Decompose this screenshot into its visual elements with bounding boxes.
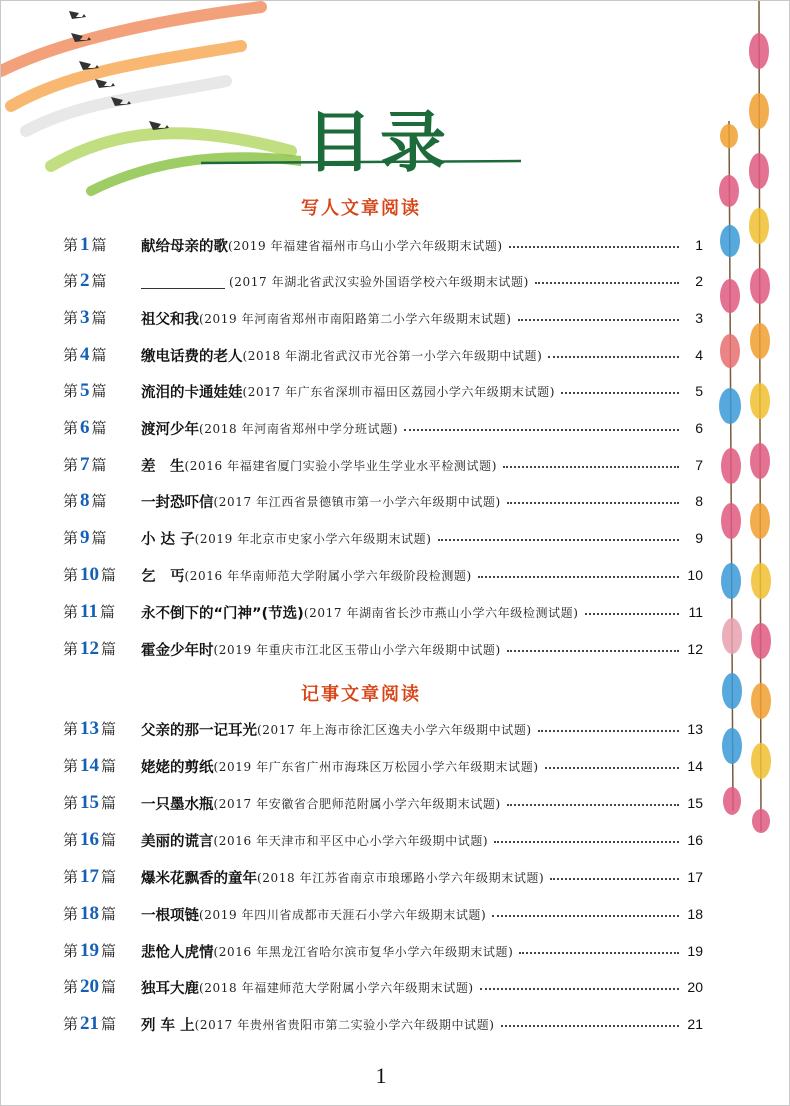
entry-title: 渡河少年 [141, 421, 199, 438]
title-underline [201, 157, 521, 167]
entry-title: 一根项链 [141, 907, 199, 924]
dot-leader [507, 804, 679, 806]
entry-page: 19 [687, 943, 703, 959]
entry-page: 18 [687, 906, 703, 922]
page-number: 1 [375, 1063, 387, 1088]
toc-entry[interactable] [63, 790, 703, 816]
entry-number: 第 20 篇 [63, 976, 117, 997]
toc-entry[interactable] [63, 452, 703, 478]
entry-title: 爆米花飘香的童年 [141, 870, 257, 887]
toc-entry[interactable] [63, 827, 703, 853]
entry-number: 第 4 篇 [63, 344, 107, 365]
entry-number: 第 2 篇 [63, 270, 107, 291]
entry-number: 第 10 篇 [63, 564, 117, 585]
toc-entry[interactable] [63, 562, 703, 588]
toc-entry[interactable] [63, 864, 703, 890]
entry-source: (2017 年湖南省长沙市燕山小学六年级检测试题) [303, 605, 579, 620]
dot-leader [494, 841, 679, 843]
dot-leader [561, 392, 679, 394]
entry-title: 差 生 [141, 458, 185, 475]
entry-number: 第 21 篇 [63, 1013, 117, 1034]
entry-source: (2018 年福建师范大学附属小学六年级期末试题) [199, 980, 474, 995]
dot-leader [545, 767, 679, 769]
toc-entry[interactable] [63, 525, 703, 551]
entry-page: 11 [688, 604, 703, 620]
entry-number: 第 8 篇 [63, 490, 107, 511]
entry-page: 7 [695, 457, 703, 473]
entry-title: 一封恐吓信 [141, 494, 214, 511]
title-blank-line [141, 274, 225, 289]
entry-source: (2018 年湖北省武汉市光谷第一小学六年级期中试题) [242, 348, 543, 363]
entry-source: (2017 年湖北省武汉实验外国语学校六年级期末试题) [229, 274, 529, 289]
toc-entry[interactable] [63, 1011, 703, 1037]
entry-number: 第 12 篇 [63, 638, 117, 659]
entry-title: 独耳大鹿 [141, 980, 199, 997]
entry-number: 第 6 篇 [63, 417, 107, 438]
entry-page: 3 [695, 310, 703, 326]
toc-entry[interactable] [63, 938, 703, 964]
dot-leader [509, 246, 679, 248]
entry-page: 2 [695, 273, 703, 289]
entry-title: 献给母亲的歌 [141, 238, 228, 255]
dot-leader [519, 952, 679, 954]
dot-leader [548, 356, 679, 358]
toc-entry[interactable] [63, 232, 703, 258]
entry-title: 小 达 子 [141, 531, 195, 548]
entry-source: (2019 年广东省广州市海珠区万松园小学六年级期末试题) [213, 759, 539, 774]
toc-entry[interactable] [63, 268, 703, 294]
entry-number: 第 14 篇 [63, 755, 117, 776]
toc-entry[interactable] [63, 342, 703, 368]
entry-page: 1 [695, 237, 703, 253]
airplanes-illustration [1, 1, 301, 201]
entry-source: (2016 年福建省厦门实验小学毕业生学业水平检测试题) [184, 458, 498, 473]
toc-entry[interactable] [63, 753, 703, 779]
dot-leader [550, 878, 679, 880]
entry-source: (2019 年重庆市江北区玉带山小学六年级期中试题) [213, 642, 501, 657]
dot-leader [503, 466, 679, 468]
toc-entry[interactable] [63, 974, 703, 1000]
entry-title: 一只墨水瓶 [141, 796, 214, 813]
entry-source: (2017 年安徽省合肥师范附属小学六年级期末试题) [213, 796, 501, 811]
entry-number: 第 16 篇 [63, 829, 117, 850]
entry-source: (2018 年河南省郑州中学分班试题) [199, 421, 399, 436]
entry-page: 4 [695, 347, 703, 363]
entry-title: 乞 丐 [141, 568, 185, 585]
dot-leader [438, 539, 679, 541]
entry-source: (2017 年贵州省贵阳市第二实验小学六年级期中试题) [194, 1017, 495, 1032]
dot-leader [538, 730, 679, 732]
toc-entry[interactable] [63, 636, 703, 662]
entry-number: 第 17 篇 [63, 866, 117, 887]
dot-leader [507, 650, 679, 652]
entry-source: (2017 年广东省深圳市福田区荔园小学六年级期末试题) [242, 384, 556, 399]
entry-number: 第 7 篇 [63, 454, 107, 475]
entry-title: 祖父和我 [141, 311, 199, 328]
dot-leader [507, 502, 679, 504]
dot-leader [501, 1025, 679, 1027]
entry-page: 9 [695, 530, 703, 546]
entry-page: 17 [687, 869, 703, 885]
section-heading-people: 写人文章阅读 [301, 198, 421, 219]
entry-page: 8 [695, 493, 703, 509]
dot-leader [585, 613, 679, 615]
entry-source: (2019 年四川省成都市天涯石小学六年级期末试题) [199, 907, 487, 922]
entry-page: 12 [687, 641, 703, 657]
entry-page: 21 [687, 1016, 703, 1032]
dot-leader [404, 429, 679, 431]
toc-entry[interactable] [63, 716, 703, 742]
dot-leader [535, 282, 679, 284]
entry-page: 6 [695, 420, 703, 436]
entry-page: 14 [687, 758, 703, 774]
entry-source: (2019 年福建省福州市乌山小学六年级期末试题) [228, 238, 503, 253]
entry-title: 列 车 上 [141, 1017, 195, 1034]
entry-source: (2016 年黑龙江省哈尔滨市复华小学六年级期末试题) [213, 944, 514, 959]
entry-source: (2016 年天津市和平区中心小学六年级期中试题) [213, 833, 489, 848]
section-heading-events: 记事文章阅读 [301, 684, 421, 705]
entry-page: 15 [687, 795, 703, 811]
entry-number: 第 19 篇 [63, 940, 117, 961]
entry-source: (2016 年华南师范大学附属小学六年级阶段检测题) [184, 568, 472, 583]
entry-number: 第 9 篇 [63, 527, 107, 548]
bead-strings-illustration [699, 1, 789, 861]
entry-title: 姥姥的剪纸 [141, 759, 214, 776]
dot-leader [480, 988, 679, 990]
entry-title: 缴电话费的老人 [141, 348, 243, 365]
entry-title: 永不倒下的“门神”(节选) [141, 605, 304, 622]
entry-source: (2019 年河南省郑州市南阳路第二小学六年级期末试题) [199, 311, 512, 326]
entry-title: 美丽的谎言 [141, 833, 214, 850]
entry-source: (2017 年上海市徐汇区逸夫小学六年级期中试题) [257, 722, 532, 737]
entry-number: 第 1 篇 [63, 234, 107, 255]
toc-entry[interactable] [63, 599, 703, 625]
toc-entry[interactable] [63, 305, 703, 331]
entry-number: 第 11 篇 [63, 601, 115, 622]
toc-entry[interactable] [63, 378, 703, 404]
entry-source: (2019 年北京市史家小学六年级期末试题) [194, 531, 432, 546]
entry-number: 第 3 篇 [63, 307, 107, 328]
entry-number: 第 18 篇 [63, 903, 117, 924]
entry-title: 霍金少年时 [141, 642, 214, 659]
dot-leader [478, 576, 679, 578]
entry-title: 流泪的卡通娃娃 [141, 384, 243, 401]
entry-source: (2017 年江西省景德镇市第一小学六年级期中试题) [213, 494, 501, 509]
entry-page: 13 [687, 721, 703, 737]
dot-leader [492, 915, 679, 917]
entry-page: 10 [687, 567, 703, 583]
entry-source: (2018 年江苏省南京市琅琊路小学六年级期末试题) [257, 870, 545, 885]
entry-page: 5 [695, 383, 703, 399]
entry-number: 第 13 篇 [63, 718, 117, 739]
page-title: 目录 [306, 104, 454, 181]
toc-entry[interactable] [63, 488, 703, 514]
entry-number: 第 15 篇 [63, 792, 117, 813]
toc-entry[interactable] [63, 901, 703, 927]
entry-title: 父亲的那一记耳光 [141, 722, 257, 739]
entry-page: 20 [687, 979, 703, 995]
entry-title: 悲怆人虎情 [141, 944, 214, 961]
toc-entry[interactable] [63, 415, 703, 441]
entry-page: 16 [687, 832, 703, 848]
dot-leader [518, 319, 679, 321]
entry-number: 第 5 篇 [63, 380, 107, 401]
